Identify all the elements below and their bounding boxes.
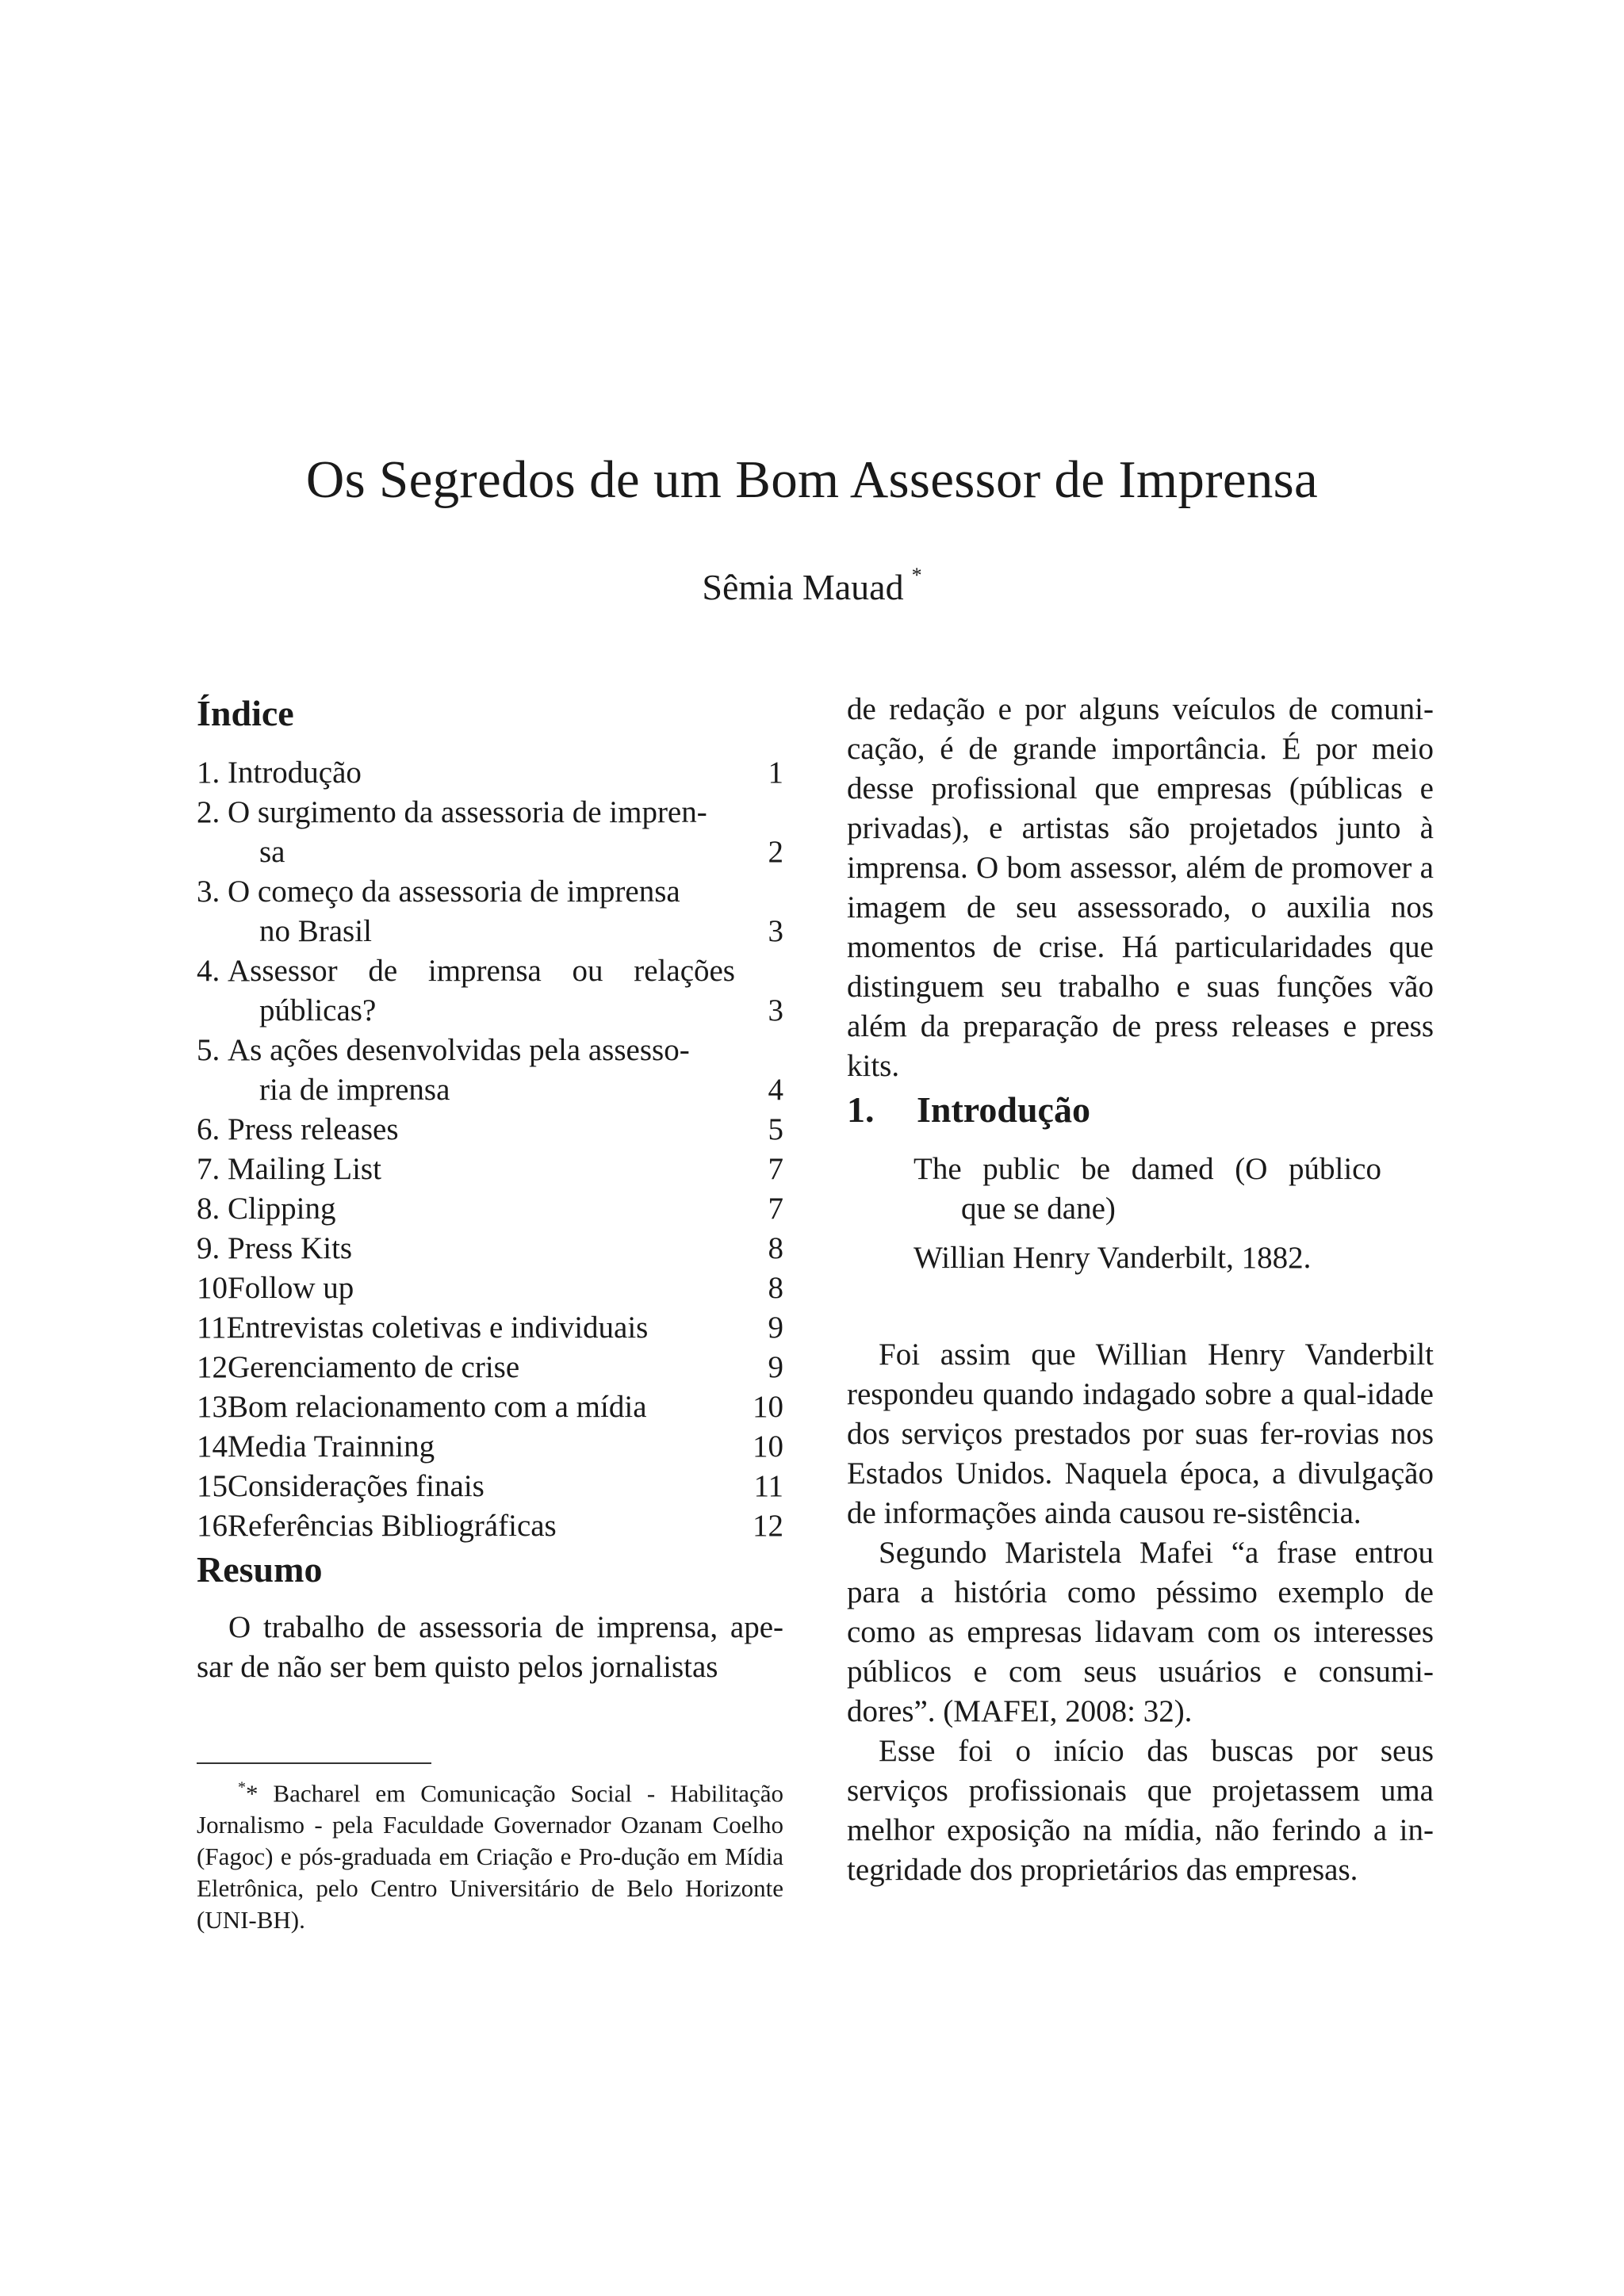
abstract-continuation: de redação e por alguns veículos de comuni-cação, é de grande importância. É por meio desse profissional que empresas (públicas e privadas), e artistas são projetados junto à imprensa. O bom assessor, além de promover a imagem de seu assessorado, o auxilia nos momentos de crise. Há particularidades que distinguem seu trabalho e suas funções vão além da preparação de press releases e press kits.: [847, 692, 1434, 1083]
toc-entry[interactable]: [197, 1308, 783, 1348]
epigraph-quote-line1: The public be damed (O público: [914, 1152, 1381, 1186]
toc-entry[interactable]: [197, 1387, 783, 1427]
toc-entry-page: 12: [753, 1509, 783, 1543]
toc-entry-title: [228, 1031, 783, 1110]
toc-entry[interactable]: [197, 1506, 783, 1546]
footnote-text: * Bacharel em Comunicação Social - Habilitação Jornalismo - pela Faculdade Governador Ozanam Coelho (Fagoc) e pós-graduada em Criação e Pro-dução em Mídia Eletrônica, pelo Centro Universitário de Belo Horizonte (UNI-BH).: [197, 1779, 783, 1934]
toc-entry-title-line1: Assessor de imprensa ou relações: [228, 954, 735, 988]
section-heading-introducao: [847, 1086, 1434, 1134]
toc-entry-number: 11: [197, 1311, 227, 1345]
toc-entry-page: 10: [753, 1390, 783, 1424]
toc-entry-number: 6.: [197, 1112, 228, 1146]
toc-entry-page: 9: [768, 1350, 783, 1384]
toc-entry[interactable]: [197, 793, 783, 872]
abstract-heading: Resumo: [197, 1549, 323, 1590]
toc-entry-title-line2: [228, 1070, 783, 1110]
toc-entry-number: 14: [197, 1429, 228, 1464]
toc-entry-title-line2: [228, 832, 783, 872]
author-line: [0, 552, 1624, 611]
toc-entry-title-line2: [228, 912, 783, 951]
toc-entry-title: [228, 951, 783, 1031]
toc-entry-title: [228, 872, 783, 951]
toc-entry-page: 8: [768, 1271, 783, 1305]
toc-entry-title: Follow up: [228, 1271, 354, 1305]
toc-entry-number: 2.: [197, 795, 228, 829]
toc-entry-page: 7: [768, 1192, 783, 1226]
toc-entry-number: 5.: [197, 1033, 228, 1067]
toc-entry[interactable]: [197, 872, 783, 951]
toc-entry-page: 3: [768, 993, 783, 1027]
toc-entry-number: 15: [197, 1469, 228, 1503]
toc-entry-number: 8.: [197, 1192, 228, 1226]
toc-entry-title: Clipping: [228, 1192, 336, 1226]
toc-entry-title: Referências Bibliográficas: [228, 1509, 557, 1543]
toc-entry[interactable]: [197, 1229, 783, 1269]
epigraph-quote: [914, 1150, 1381, 1229]
toc-entry[interactable]: [197, 1269, 783, 1308]
toc-entry-title: Entrevistas coletivas e individuais: [226, 1311, 649, 1345]
left-column: [197, 690, 783, 1687]
section-title: Introdução: [917, 1089, 1090, 1130]
toc-entry-title-line2-text: sa: [259, 835, 285, 869]
toc-entry-number: 12: [197, 1350, 228, 1384]
toc-entry-page: 4: [768, 1073, 783, 1107]
toc-entry-number: 7.: [197, 1152, 228, 1186]
toc-entry-title-line2-text: ria de imprensa: [259, 1073, 450, 1107]
toc-entry-number: 16: [197, 1509, 228, 1543]
toc-entry-number: 3.: [197, 874, 228, 909]
toc-entry-title: Press releases: [228, 1112, 399, 1146]
toc-entry-title: [228, 793, 783, 872]
epigraph-attribution: Willian Henry Vanderbilt, 1882.: [914, 1241, 1312, 1275]
footnote-mark: *: [238, 1779, 246, 1797]
toc-entry[interactable]: [197, 951, 783, 1031]
toc-entry-page: 5: [768, 1112, 783, 1146]
toc-entry-number: 4.: [197, 954, 228, 988]
epigraph: [847, 1150, 1434, 1278]
author-name: Sêmia Mauad: [702, 567, 904, 607]
paragraph: Foi assim que Willian Henry Vanderbilt respondeu quando indagado sobre a qual-idade dos serviços prestados por suas fer-rovias nos Estados Unidos. Naquela época, a divulgação de informações ainda causou re-sistência.: [847, 1337, 1434, 1530]
toc-entry-title-line1: O surgimento da assessoria de impren-: [228, 795, 707, 829]
paragraph: Segundo Maristela Mafei “a frase entrou para a história como péssimo exemplo de como as empresas lidavam com os interesses públicos e com seus usuários e consumi-dores”. (MAFEI, 2008: 32).: [847, 1536, 1434, 1728]
toc-entry-title-line1: As ações desenvolvidas pela assesso-: [228, 1033, 690, 1067]
toc-entry[interactable]: [197, 1467, 783, 1506]
table-of-contents: [197, 753, 783, 1546]
toc-entry-number: 10: [197, 1271, 228, 1305]
footnote: [197, 1772, 783, 1936]
toc-entry-page: 1: [768, 756, 783, 790]
toc-entry-title: Mailing List: [228, 1152, 381, 1186]
toc-entry-number: 13: [197, 1390, 228, 1424]
toc-entry-page: 2: [768, 835, 783, 869]
toc-entry-page: 8: [768, 1231, 783, 1265]
paragraph: Esse foi o início das buscas por seus serviços profissionais que projetassem uma melhor exposição na mídia, não ferindo a in-tegridade dos proprietários das empresas.: [847, 1734, 1434, 1887]
toc-entry-title-line2: [228, 991, 783, 1031]
right-column: [847, 690, 1434, 1890]
toc-entry-title: Press Kits: [228, 1231, 353, 1265]
toc-entry-number: 9.: [197, 1231, 228, 1265]
toc-entry-title: Bom relacionamento com a mídia: [228, 1390, 647, 1424]
toc-entry[interactable]: [197, 1150, 783, 1189]
toc-entry-page: 10: [753, 1429, 783, 1464]
toc-entry-title-line2-text: públicas?: [259, 993, 377, 1027]
epigraph-quote-line2: que se dane): [961, 1192, 1116, 1226]
toc-entry[interactable]: [197, 1348, 783, 1387]
abstract-text: O trabalho de assessoria de imprensa, ape-sar de não ser bem quisto pelos jornalistas: [197, 1610, 783, 1684]
toc-entry-title: Gerenciamento de crise: [228, 1350, 520, 1384]
toc-entry-title-line2-text: no Brasil: [259, 914, 372, 948]
index-heading: Índice: [197, 693, 294, 733]
toc-entry-title: Introdução: [228, 756, 362, 790]
toc-entry[interactable]: [197, 753, 783, 793]
toc-entry-title: Considerações finais: [228, 1469, 485, 1503]
footnote-mark-wrap: [197, 1779, 246, 1807]
toc-entry-number: 1.: [197, 756, 228, 790]
toc-entry-page: 7: [768, 1152, 783, 1186]
toc-entry-page: 11: [753, 1469, 783, 1503]
toc-entry-title: Media Trainning: [228, 1429, 435, 1464]
author-footnote-mark: *: [911, 564, 922, 587]
toc-entry[interactable]: [197, 1427, 783, 1467]
toc-entry-page: 3: [768, 914, 783, 948]
footnote-divider: [197, 1762, 431, 1764]
toc-entry[interactable]: [197, 1031, 783, 1110]
introduction-body: [847, 1335, 1434, 1890]
toc-entry[interactable]: [197, 1110, 783, 1150]
section-number: 1.: [847, 1089, 875, 1130]
toc-entry[interactable]: [197, 1189, 783, 1229]
toc-entry-title-line1: O começo da assessoria de imprensa: [228, 874, 680, 909]
document-title: Os Segredos de um Bom Assessor de Imprensa: [305, 450, 1319, 509]
toc-entry-page: 9: [768, 1311, 783, 1345]
